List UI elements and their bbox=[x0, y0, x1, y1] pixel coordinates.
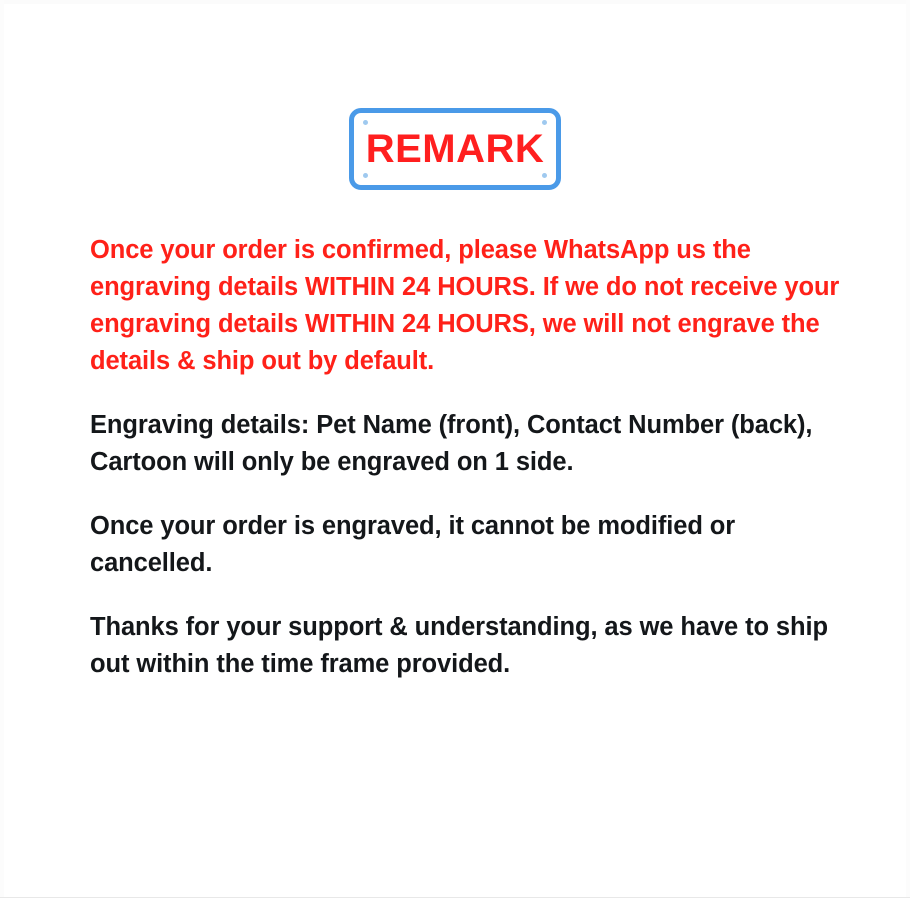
remark-body bbox=[90, 232, 850, 683]
paragraph-engraving-details: Engraving details: Pet Name (front), Contact Number (back), Cartoon will only be engraved on 1 side. bbox=[90, 411, 813, 476]
remark-badge-container bbox=[0, 108, 910, 190]
page-top-edge bbox=[0, 0, 910, 4]
footer-strip bbox=[0, 898, 910, 916]
screw-dot-icon bbox=[363, 173, 368, 178]
paragraph-whatsapp-deadline-notice: Once your order is confirmed, please WhatsApp us the engraving details WITHIN 24 HOURS. If we do not receive your engraving details WITHIN 24 HOURS, we will not engrave the details & ship out by default. bbox=[90, 236, 840, 375]
screw-dot-icon bbox=[542, 120, 547, 125]
paragraph-no-modification-notice: Once your order is engraved, it cannot be modified or cancelled. bbox=[90, 512, 736, 577]
screw-dot-icon bbox=[363, 120, 368, 125]
remark-badge bbox=[349, 108, 561, 190]
screw-dot-icon bbox=[542, 173, 547, 178]
paragraph-thanks-note: Thanks for your support & understanding, as we have to ship out within the time frame provided. bbox=[90, 613, 828, 678]
remark-badge-label: REMARK bbox=[365, 127, 545, 171]
